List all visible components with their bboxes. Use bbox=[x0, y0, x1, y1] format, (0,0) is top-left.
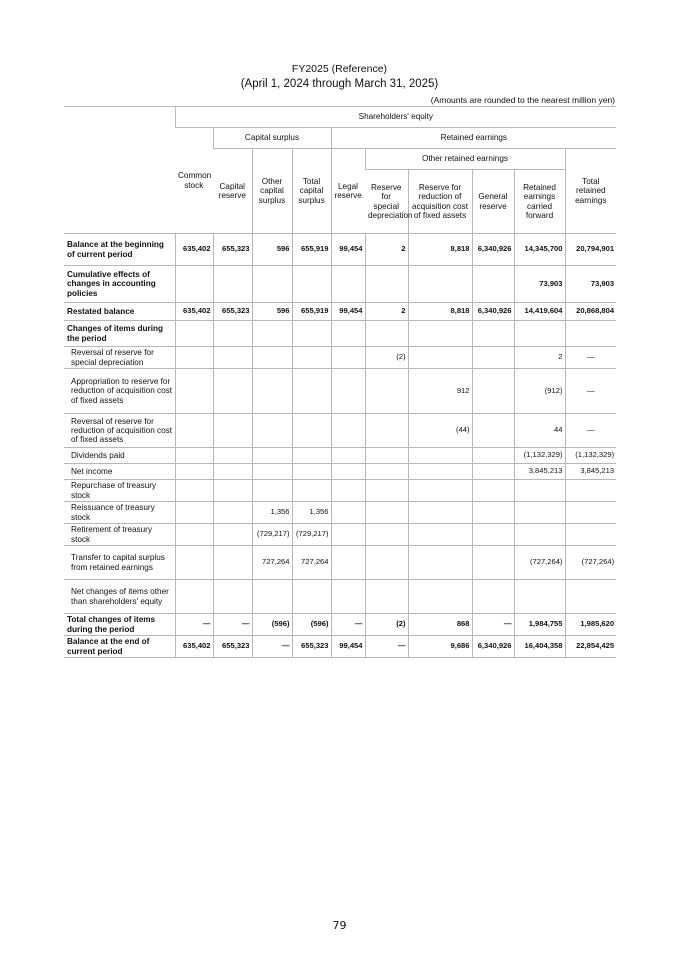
table-cell: 99,454 bbox=[331, 636, 365, 658]
table-cell bbox=[175, 580, 213, 614]
table-cell bbox=[472, 369, 514, 414]
table-cell: 655,323 bbox=[213, 234, 252, 266]
table-cell bbox=[175, 546, 213, 580]
table-row bbox=[64, 636, 616, 658]
table-cell: 1,356 bbox=[292, 502, 331, 524]
table-cell bbox=[472, 464, 514, 480]
table-cell: (2) bbox=[365, 614, 408, 636]
row-label: Reversal of reserve for reduction of acquisition cost of fixed assets bbox=[64, 414, 175, 448]
row-label: Balance at the beginning of current period bbox=[64, 234, 175, 266]
row-label: Changes of items during the period bbox=[64, 321, 175, 347]
table-row bbox=[64, 414, 616, 448]
table-cell: 1,356 bbox=[252, 502, 292, 524]
table-cell: 1,985,620 bbox=[565, 614, 616, 636]
table-cell: (727,264) bbox=[565, 546, 616, 580]
table-cell: — bbox=[175, 614, 213, 636]
table-cell bbox=[365, 414, 408, 448]
table-cell bbox=[175, 414, 213, 448]
table-cell bbox=[213, 524, 252, 546]
table-cell: 8,818 bbox=[408, 234, 472, 266]
table-cell bbox=[175, 464, 213, 480]
table-cell bbox=[472, 480, 514, 502]
table-cell: — bbox=[213, 614, 252, 636]
table-cell: (596) bbox=[252, 614, 292, 636]
row-label: Cumulative effects of changes in accounting policies bbox=[64, 266, 175, 303]
table-cell bbox=[365, 524, 408, 546]
row-label: Repurchase of treasury stock bbox=[64, 480, 175, 502]
table-cell bbox=[331, 502, 365, 524]
row-label: Reissuance of treasury stock bbox=[64, 502, 175, 524]
table-cell: (727,264) bbox=[514, 546, 565, 580]
table-cell: (1,132,329) bbox=[514, 448, 565, 464]
header-general-reserve: General reserve bbox=[472, 170, 514, 234]
table-cell bbox=[365, 266, 408, 303]
table-cell bbox=[472, 546, 514, 580]
table-cell bbox=[514, 480, 565, 502]
header-total-capital-surplus: Total capital surplus bbox=[292, 149, 331, 234]
table-cell: (729,217) bbox=[252, 524, 292, 546]
table-cell bbox=[252, 448, 292, 464]
header-reserve-reduction-acquisition: Reserve for reduction of acquisition cost of fixed assets bbox=[408, 170, 472, 234]
table-cell bbox=[213, 414, 252, 448]
table-cell bbox=[565, 321, 616, 347]
table-cell bbox=[514, 524, 565, 546]
table-cell: 912 bbox=[408, 369, 472, 414]
table-cell bbox=[292, 369, 331, 414]
table-cell: 99,454 bbox=[331, 303, 365, 321]
table-cell: 20,794,901 bbox=[565, 234, 616, 266]
table-cell bbox=[292, 464, 331, 480]
table-cell bbox=[175, 502, 213, 524]
table-cell: 596 bbox=[252, 234, 292, 266]
table-cell bbox=[213, 448, 252, 464]
row-label: Appropriation to reserve for reduction of acquisition cost of fixed assets bbox=[64, 369, 175, 414]
table-cell: 14,419,604 bbox=[514, 303, 565, 321]
table-cell: — bbox=[472, 614, 514, 636]
table-cell bbox=[175, 347, 213, 369]
table-cell: 14,345,700 bbox=[514, 234, 565, 266]
table-cell bbox=[331, 480, 365, 502]
table-row bbox=[64, 580, 616, 614]
table-cell: 6,340,926 bbox=[472, 636, 514, 658]
row-label: Retirement of treasury stock bbox=[64, 524, 175, 546]
table-row bbox=[64, 614, 616, 636]
table-cell bbox=[408, 502, 472, 524]
table-cell bbox=[292, 580, 331, 614]
table-cell: 635,402 bbox=[175, 636, 213, 658]
table-cell bbox=[365, 480, 408, 502]
table-cell bbox=[408, 321, 472, 347]
table-cell: — bbox=[331, 614, 365, 636]
table-cell bbox=[331, 448, 365, 464]
table-cell: 73,903 bbox=[565, 266, 616, 303]
table-cell: 6,340,926 bbox=[472, 303, 514, 321]
table-cell bbox=[514, 580, 565, 614]
row-label: Restated balance bbox=[64, 303, 175, 321]
table-cell bbox=[365, 580, 408, 614]
table-cell bbox=[365, 546, 408, 580]
table-cell bbox=[408, 448, 472, 464]
table-cell: 3,845,213 bbox=[514, 464, 565, 480]
table-row bbox=[64, 464, 616, 480]
table-cell: 73,903 bbox=[514, 266, 565, 303]
header-shareholders-equity: Shareholders' equity bbox=[175, 107, 616, 128]
table-cell bbox=[292, 448, 331, 464]
table-cell bbox=[331, 347, 365, 369]
table-row bbox=[64, 480, 616, 502]
table-cell bbox=[331, 414, 365, 448]
table-cell bbox=[252, 414, 292, 448]
table-cell bbox=[292, 266, 331, 303]
table-cell bbox=[472, 414, 514, 448]
table-cell bbox=[331, 321, 365, 347]
table-cell: 727,264 bbox=[292, 546, 331, 580]
table-cell bbox=[292, 414, 331, 448]
table-body bbox=[64, 234, 616, 658]
table-cell bbox=[331, 524, 365, 546]
table-cell bbox=[514, 321, 565, 347]
table-row bbox=[64, 546, 616, 580]
table-cell: (1,132,329) bbox=[565, 448, 616, 464]
table-cell bbox=[213, 464, 252, 480]
table-cell bbox=[365, 369, 408, 414]
table-cell bbox=[472, 266, 514, 303]
table-cell bbox=[565, 502, 616, 524]
table-cell: 8,818 bbox=[408, 303, 472, 321]
table-cell: 1,984,755 bbox=[514, 614, 565, 636]
table-cell: 727,264 bbox=[252, 546, 292, 580]
table-cell bbox=[213, 369, 252, 414]
table-cell: 635,402 bbox=[175, 234, 213, 266]
table-cell bbox=[252, 480, 292, 502]
table-cell bbox=[213, 580, 252, 614]
table-cell bbox=[408, 524, 472, 546]
table-cell bbox=[565, 480, 616, 502]
row-label: Balance at the end of current period bbox=[64, 636, 175, 658]
table-cell bbox=[175, 266, 213, 303]
table-cell: 655,323 bbox=[292, 636, 331, 658]
table-cell bbox=[472, 502, 514, 524]
table-cell bbox=[331, 266, 365, 303]
table-cell bbox=[365, 464, 408, 480]
row-label: Transfer to capital surplus from retained earnings bbox=[64, 546, 175, 580]
header-legal-reserve: Legal reserve bbox=[331, 149, 365, 234]
table-cell bbox=[292, 480, 331, 502]
row-label: Total changes of items during the period bbox=[64, 614, 175, 636]
table-cell bbox=[292, 347, 331, 369]
table-cell: 655,323 bbox=[213, 303, 252, 321]
table-row bbox=[64, 303, 616, 321]
table-cell: 22,854,425 bbox=[565, 636, 616, 658]
table-cell bbox=[175, 448, 213, 464]
table-cell bbox=[252, 321, 292, 347]
table-cell bbox=[331, 369, 365, 414]
table-cell bbox=[213, 347, 252, 369]
table-cell: 3,845,213 bbox=[565, 464, 616, 480]
table-cell bbox=[472, 321, 514, 347]
row-label: Dividends paid bbox=[64, 448, 175, 464]
table-cell: — bbox=[252, 636, 292, 658]
table-cell: — bbox=[365, 636, 408, 658]
amount-note: (Amounts are rounded to the nearest million yen) bbox=[430, 95, 615, 105]
header-capital-reserve: Capital reserve bbox=[213, 149, 252, 234]
table-row bbox=[64, 234, 616, 266]
table-cell: 655,323 bbox=[213, 636, 252, 658]
table-cell: 20,868,804 bbox=[565, 303, 616, 321]
table-cell: (44) bbox=[408, 414, 472, 448]
table-cell bbox=[252, 266, 292, 303]
table-cell: (912) bbox=[514, 369, 565, 414]
table-cell bbox=[472, 524, 514, 546]
table-cell bbox=[472, 347, 514, 369]
table-cell bbox=[365, 502, 408, 524]
table-cell bbox=[408, 580, 472, 614]
table-cell bbox=[213, 266, 252, 303]
table-row bbox=[64, 448, 616, 464]
table-cell: 655,919 bbox=[292, 303, 331, 321]
table-cell: — bbox=[565, 347, 616, 369]
header-other-retained-earnings: Other retained earnings bbox=[365, 149, 565, 170]
table-cell bbox=[213, 480, 252, 502]
table-cell: 44 bbox=[514, 414, 565, 448]
table-cell bbox=[252, 347, 292, 369]
header-common-stock: Common stock bbox=[175, 128, 213, 234]
table-cell bbox=[408, 464, 472, 480]
header-reserve-special-depreciation: Reserve for special depreciation bbox=[365, 170, 408, 234]
row-label: Reversal of reserve for special depreciation bbox=[64, 347, 175, 369]
table-row bbox=[64, 524, 616, 546]
table-cell bbox=[565, 524, 616, 546]
header-capital-surplus: Capital surplus bbox=[213, 128, 331, 149]
table-cell bbox=[252, 580, 292, 614]
row-label: Net income bbox=[64, 464, 175, 480]
header-retained-earnings: Retained earnings bbox=[331, 128, 616, 149]
table-cell bbox=[175, 524, 213, 546]
table-cell bbox=[514, 502, 565, 524]
table-cell: (596) bbox=[292, 614, 331, 636]
table-cell bbox=[252, 369, 292, 414]
table-row bbox=[64, 266, 616, 303]
report-period: (April 1, 2024 through March 31, 2025) bbox=[240, 78, 439, 90]
table-cell: 99,454 bbox=[331, 234, 365, 266]
table-cell bbox=[331, 580, 365, 614]
table-cell bbox=[213, 321, 252, 347]
table-cell: 635,402 bbox=[175, 303, 213, 321]
table-cell bbox=[331, 464, 365, 480]
shareholders-equity-table bbox=[64, 106, 616, 658]
table-cell bbox=[292, 321, 331, 347]
table-cell: (2) bbox=[365, 347, 408, 369]
table-cell: — bbox=[565, 414, 616, 448]
table-row bbox=[64, 502, 616, 524]
table-cell bbox=[252, 464, 292, 480]
table-cell bbox=[213, 546, 252, 580]
table-cell bbox=[365, 448, 408, 464]
table-row bbox=[64, 369, 616, 414]
table-cell: (729,217) bbox=[292, 524, 331, 546]
table-cell: 868 bbox=[408, 614, 472, 636]
table-cell bbox=[408, 347, 472, 369]
table-cell: 6,340,926 bbox=[472, 234, 514, 266]
table-cell: 2 bbox=[365, 303, 408, 321]
table-cell bbox=[175, 480, 213, 502]
table-cell bbox=[408, 480, 472, 502]
table-cell: 9,686 bbox=[408, 636, 472, 658]
header-total-retained-earnings: Total retained earnings bbox=[565, 149, 616, 234]
table-cell: — bbox=[565, 369, 616, 414]
header-retained-earnings-carried-forward: Retained earnings carried forward bbox=[514, 170, 565, 234]
header-other-capital-surplus: Other capital surplus bbox=[252, 149, 292, 234]
table-cell bbox=[408, 266, 472, 303]
table-cell bbox=[175, 369, 213, 414]
table-cell bbox=[565, 580, 616, 614]
header-blank bbox=[64, 107, 175, 234]
table-cell: 2 bbox=[365, 234, 408, 266]
table-row bbox=[64, 347, 616, 369]
table-cell: 2 bbox=[514, 347, 565, 369]
table-cell bbox=[472, 448, 514, 464]
table-cell bbox=[472, 580, 514, 614]
row-label: Net changes of items other than shareholders' equity bbox=[64, 580, 175, 614]
table-cell: 655,919 bbox=[292, 234, 331, 266]
table-cell bbox=[331, 546, 365, 580]
table-cell bbox=[213, 502, 252, 524]
table-cell bbox=[408, 546, 472, 580]
table-cell: 16,404,358 bbox=[514, 636, 565, 658]
table-cell: 596 bbox=[252, 303, 292, 321]
table-cell bbox=[365, 321, 408, 347]
page-number: 79 bbox=[332, 919, 347, 932]
table-row bbox=[64, 321, 616, 347]
table-cell bbox=[175, 321, 213, 347]
report-title: FY2025 (Reference) bbox=[291, 63, 388, 75]
